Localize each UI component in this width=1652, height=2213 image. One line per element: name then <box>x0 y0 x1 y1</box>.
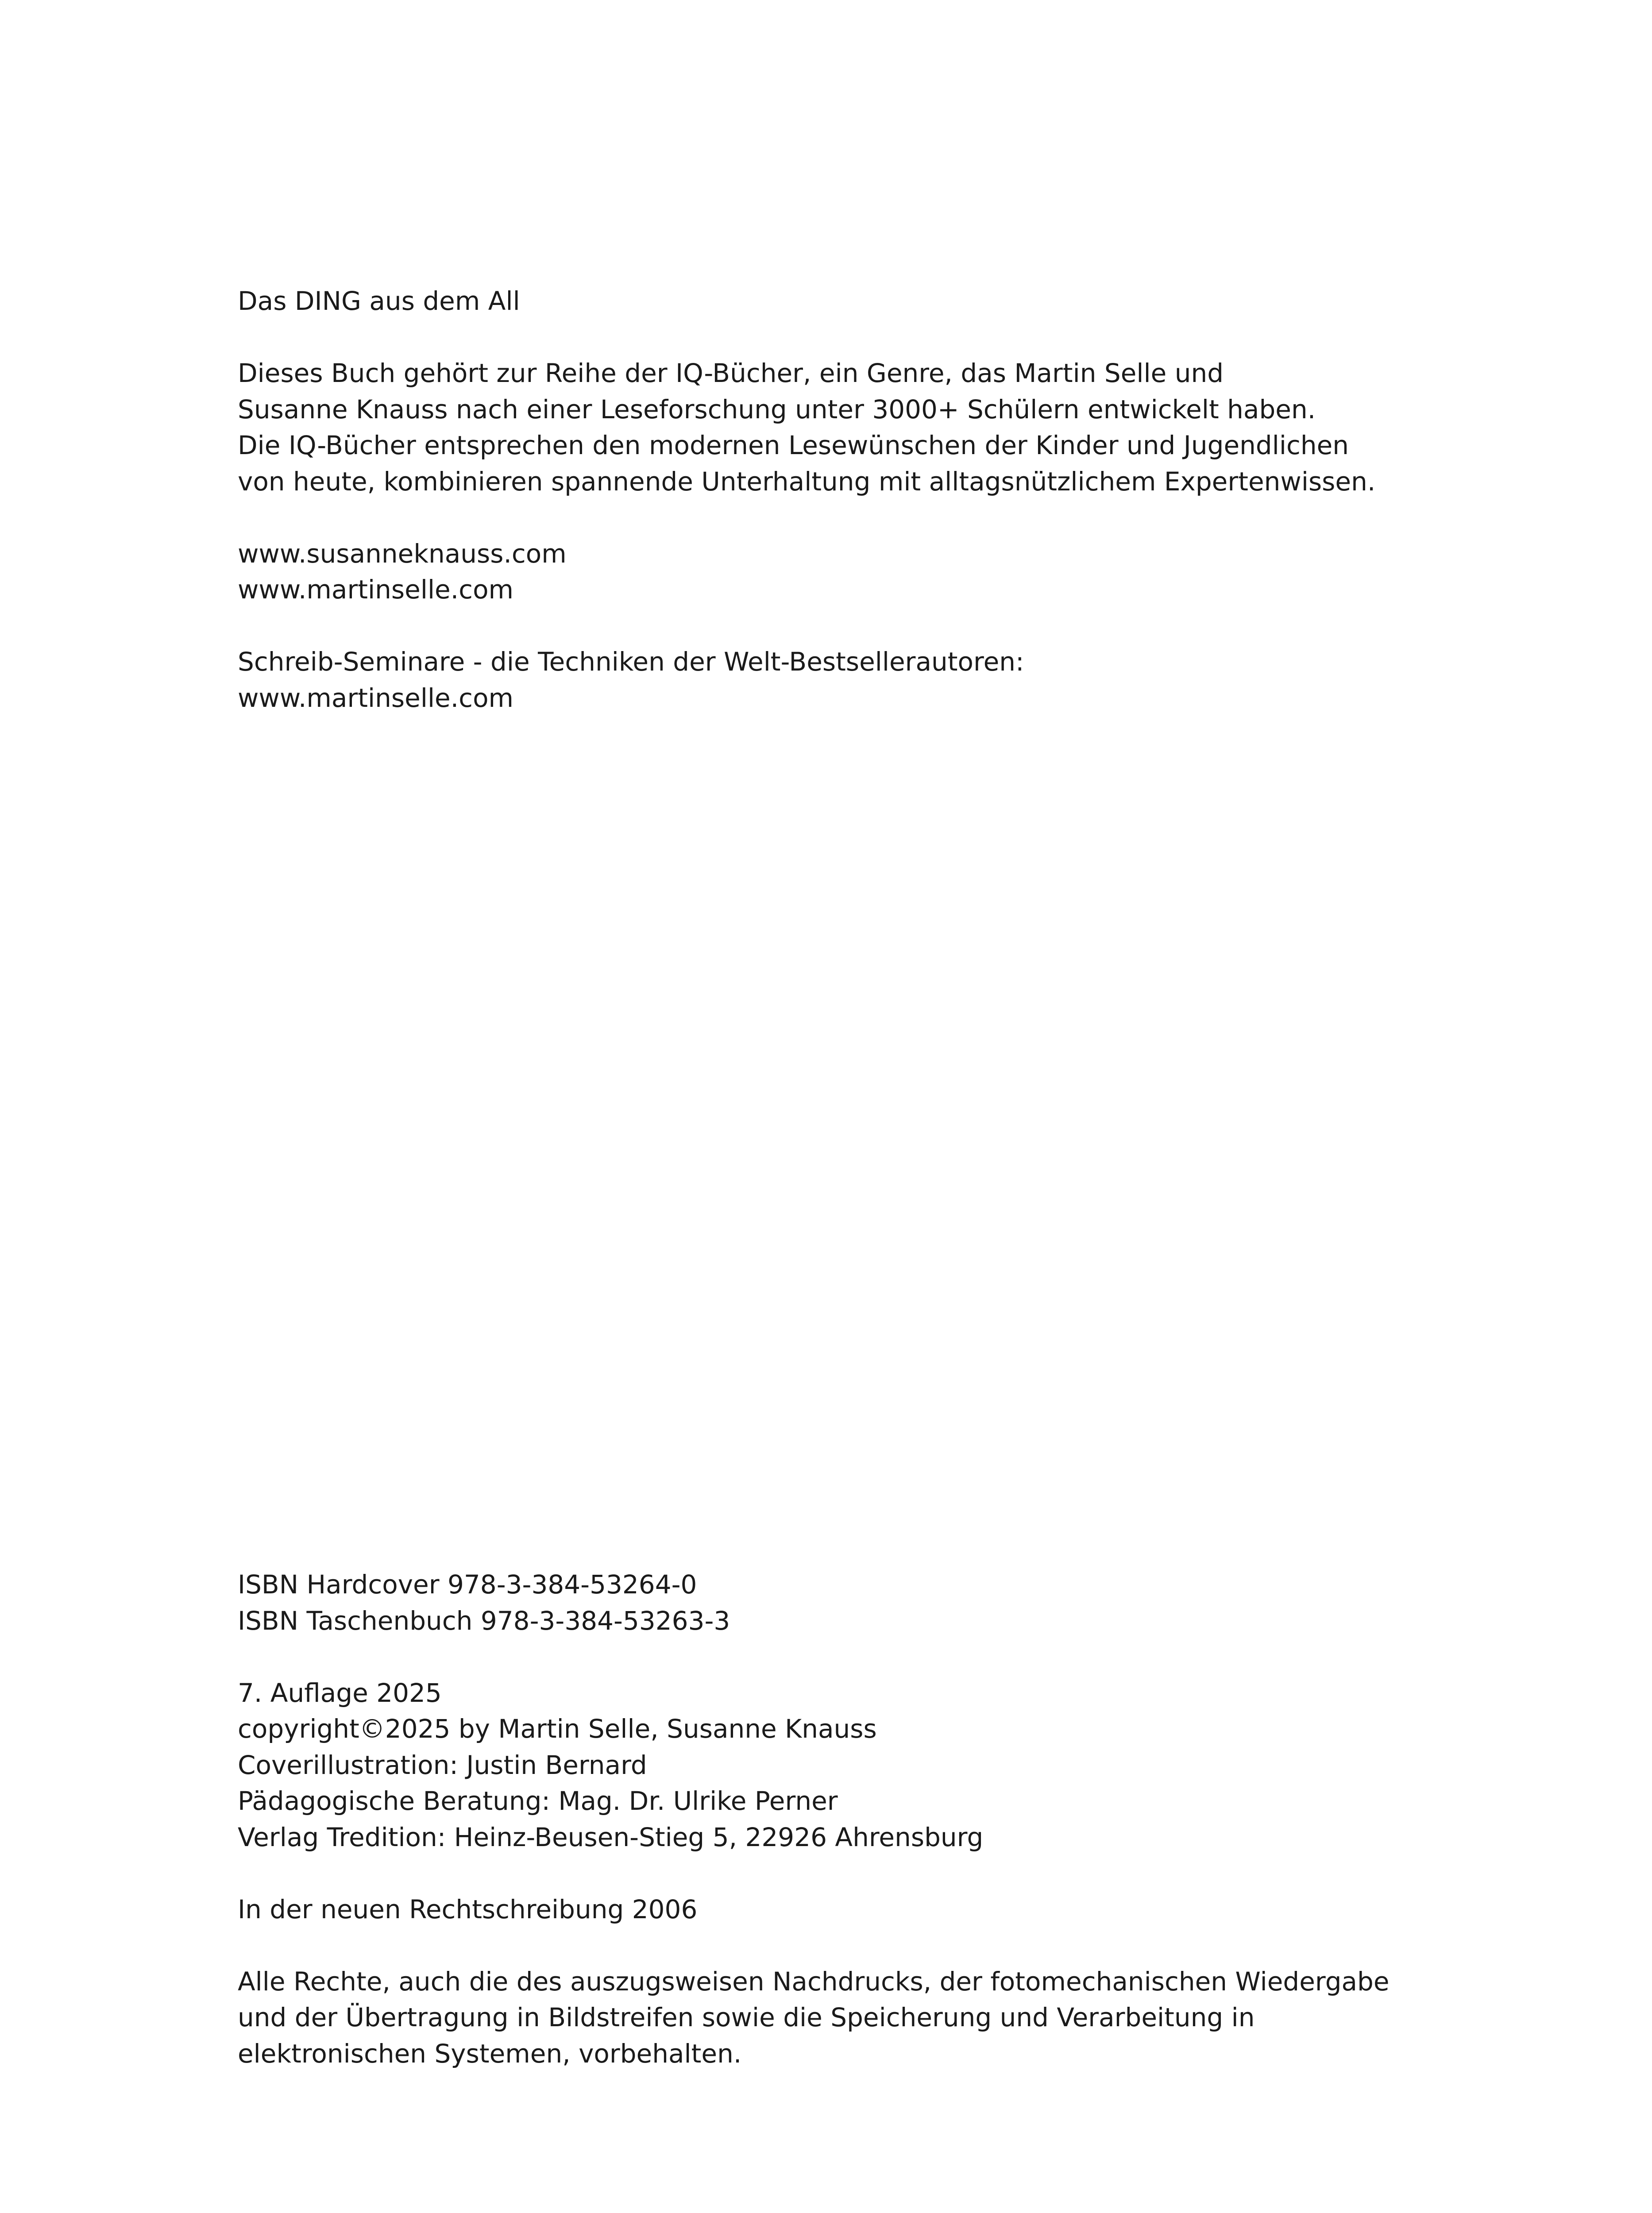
intro-line: Die IQ-Bücher entsprechen den modernen Lesewünschen der Kinder und Jugendlichen <box>238 430 1349 460</box>
seminar-label: Schreib-Seminare - die Techniken der Welt-Bestsellerautoren: <box>238 647 1024 677</box>
seminar-info <box>238 644 1521 716</box>
intro-line: von heute, kombinieren spannende Unterhaltung mit alltagsnützlichem Expertenwissen. <box>238 466 1376 497</box>
publication-details <box>238 1675 1521 1856</box>
isbn-list <box>238 1567 1521 1639</box>
rights-paragraph <box>238 1964 1521 2072</box>
publisher-line: Verlag Tredition: Heinz-Beusen-Stieg 5, 22926 Ahrensburg <box>238 1822 984 1852</box>
pedagogical-advice-line: Pädagogische Beratung: Mag. Dr. Ulrike Perner <box>238 1786 838 1816</box>
spacer <box>238 1639 1521 1675</box>
spacer <box>238 1928 1521 1964</box>
isbn-hardcover: ISBN Hardcover 978-3-384-53264-0 <box>238 1569 697 1600</box>
intro-line: Dieses Buch gehört zur Reihe der IQ-Bücher, ein Genre, das Martin Selle und <box>238 358 1224 388</box>
rights-line: und der Übertragung in Bildstreifen sowie die Speicherung und Verarbeitung in <box>238 2002 1255 2032</box>
website-susanneknauss: www.susanneknauss.com <box>238 538 567 569</box>
copyright-line: copyright©2025 by Martin Selle, Susanne Knauss <box>238 1714 877 1744</box>
seminar-url: www.martinselle.com <box>238 682 514 713</box>
website-martinselle: www.martinselle.com <box>238 574 514 605</box>
imprint-block <box>238 1567 1521 2072</box>
spacer <box>238 320 1521 356</box>
cover-illustration-line: Coverillustration: Justin Bernard <box>238 1750 647 1780</box>
spacer <box>238 500 1521 536</box>
edition-line: 7. Auflage 2025 <box>238 1677 442 1708</box>
rights-line: Alle Rechte, auch die des auszugsweisen Nachdrucks, der fotomechanischen Wiedergabe <box>238 1966 1390 1997</box>
isbn-paperback: ISBN Taschenbuch 978-3-384-53263-3 <box>238 1605 730 1636</box>
spacer <box>238 1855 1521 1892</box>
front-matter-block <box>238 283 1521 716</box>
spelling-note: In der neuen Rechtschreibung 2006 <box>238 1894 698 1924</box>
spacer <box>238 608 1521 644</box>
website-list <box>238 536 1521 608</box>
book-title: Das DING aus dem All <box>238 286 520 316</box>
intro-paragraph <box>238 355 1521 500</box>
intro-line: Susanne Knauss nach einer Leseforschung unter 3000+ Schülern entwickelt haben. <box>238 394 1316 424</box>
rights-line: elektronischen Systemen, vorbehalten. <box>238 2038 742 2069</box>
